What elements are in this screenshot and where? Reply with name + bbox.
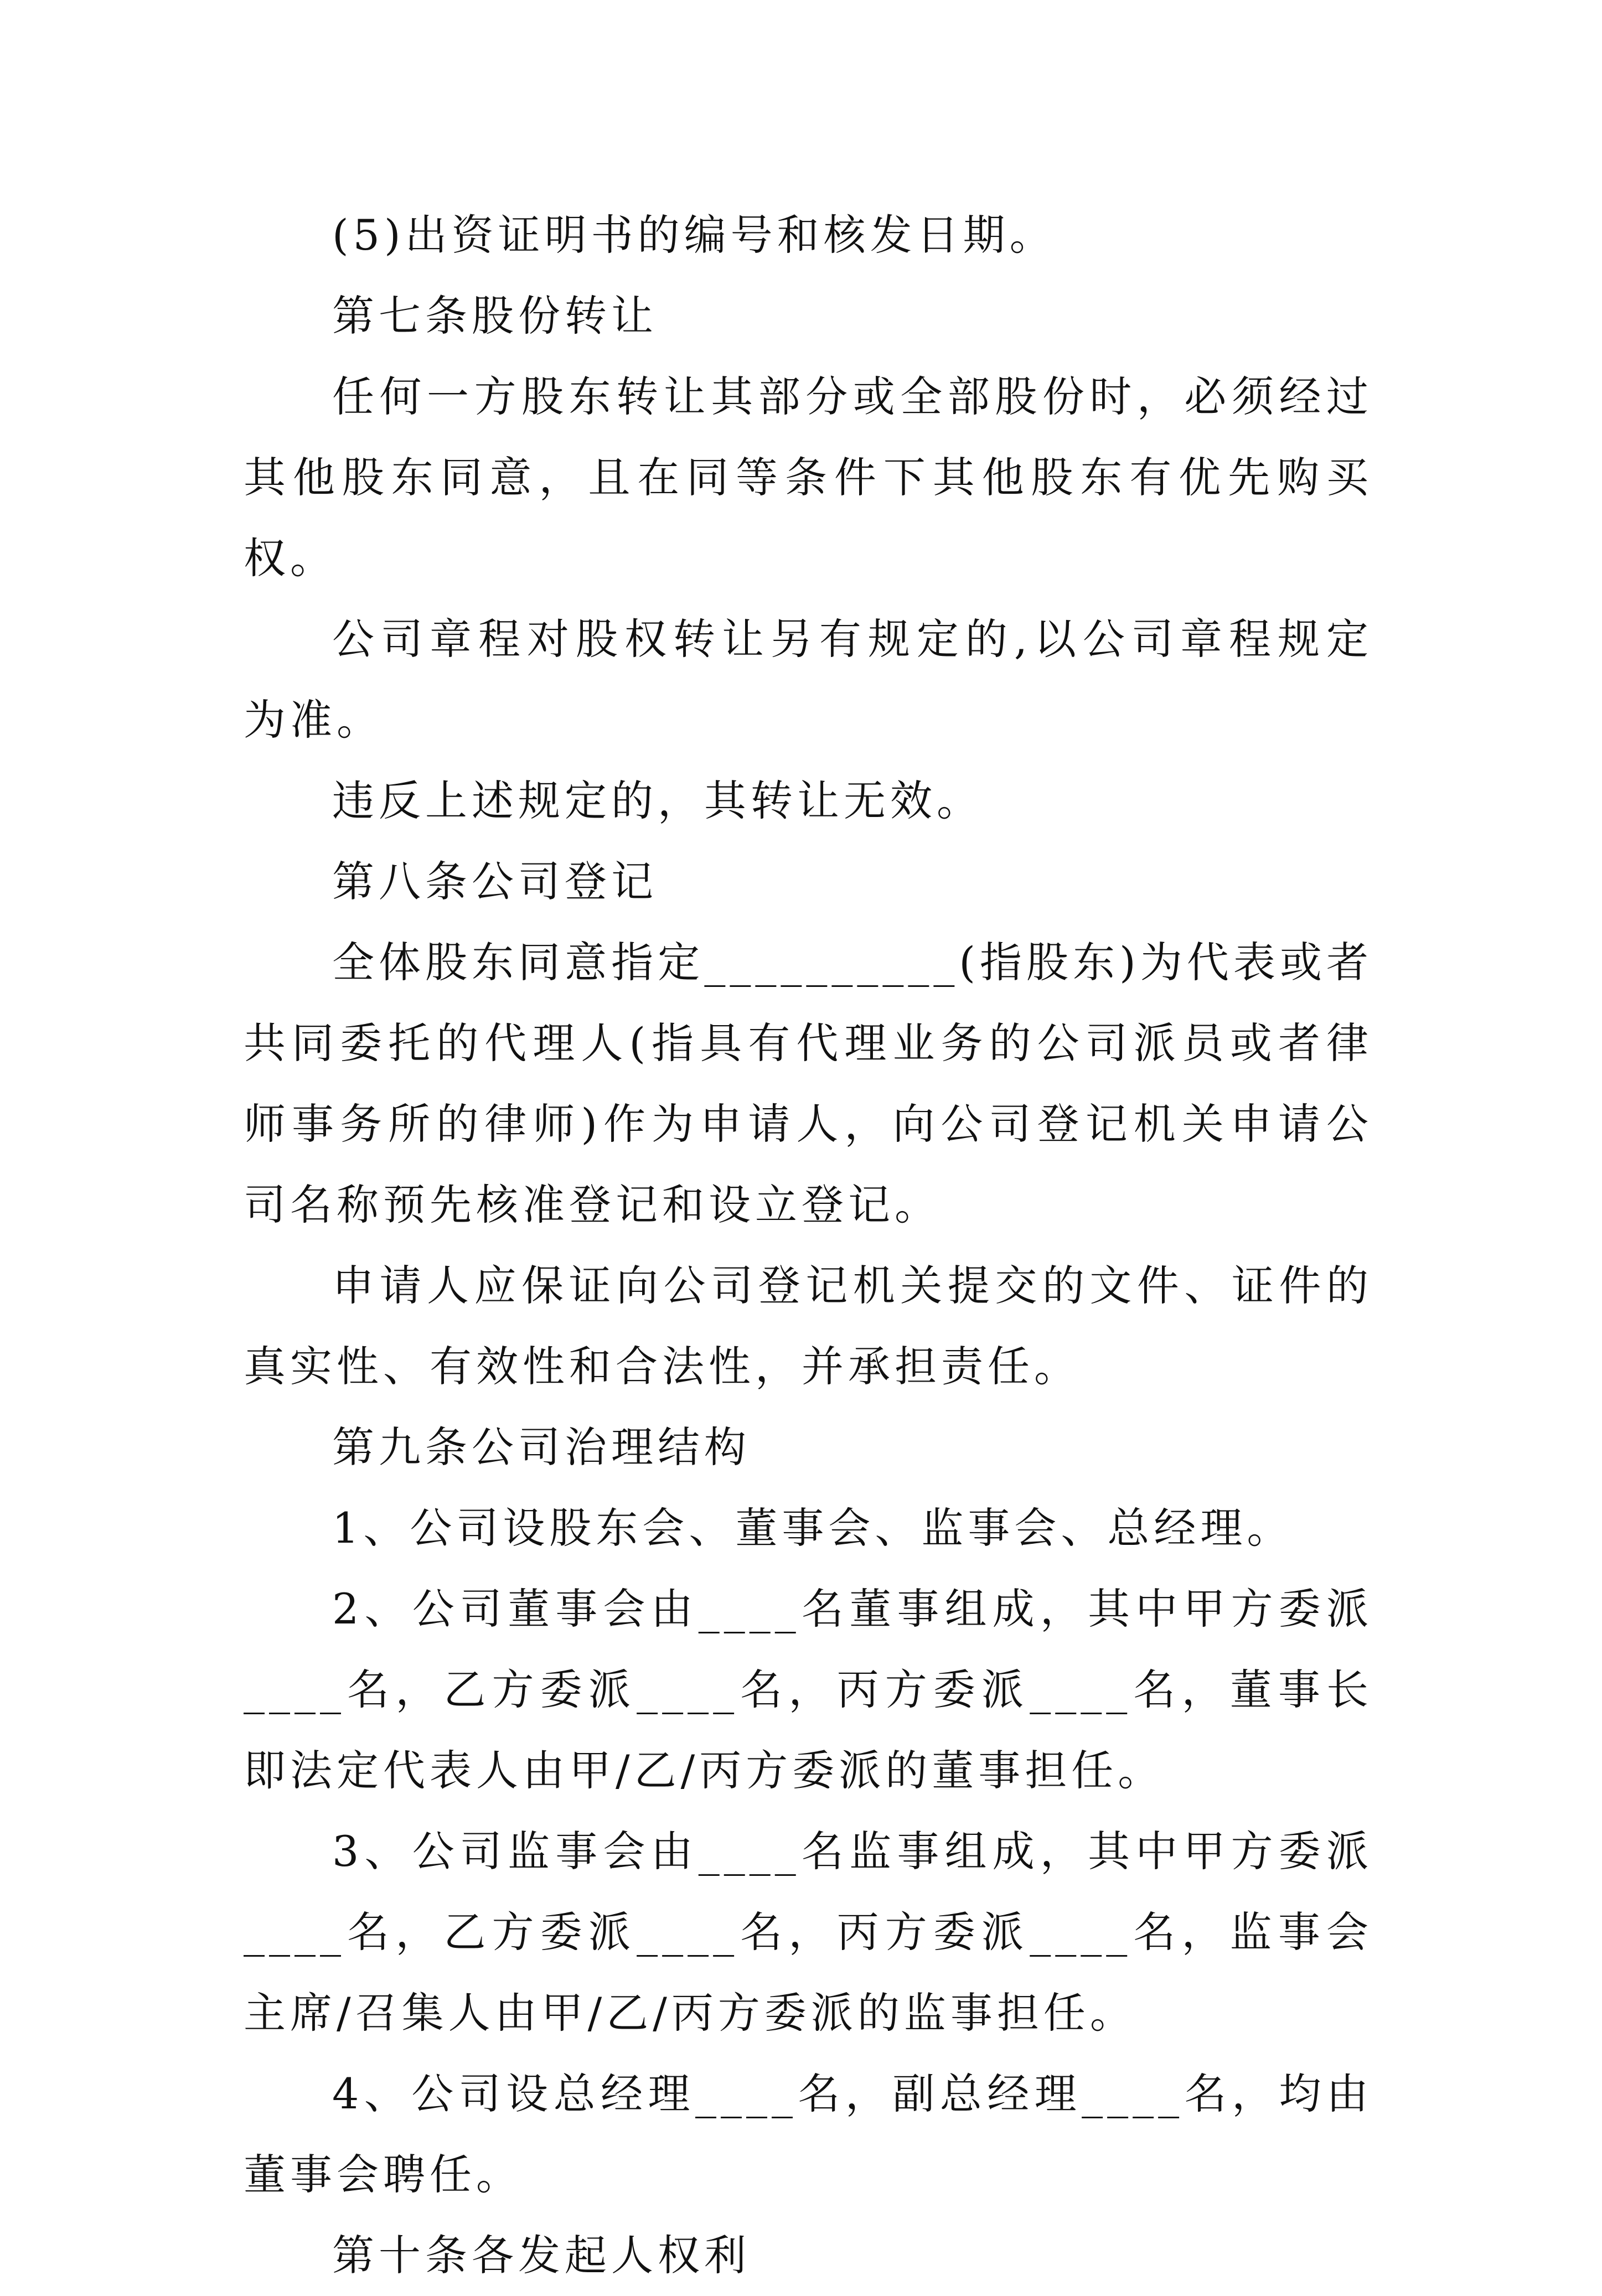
- paragraph-designated-applicant: 全体股东同意指定__________(指股东)为代表或者共同委托的代理人(指具有代理业务的公司派员或者律师事务所的律师)作为申请人，向公司登记机关申请公司名称预先核准登记和设立登记。: [244, 938, 1373, 1229]
- article-9-heading: 第九条公司治理结构: [332, 1423, 751, 1472]
- paragraph-share-transfer-consent: 任何一方股东转让其部分或全部股份时，必须经过其他股东同意，且在同等条件下其他股东有优先购买权。: [244, 372, 1373, 583]
- paragraph-general-manager: 4、公司设总经理____名，副总经理____名，均由董事会聘任。: [244, 2069, 1373, 2199]
- paragraph-governance-bodies: 1、公司设股东会、董事会、监事会、总经理。: [332, 1503, 1294, 1553]
- paragraph-articles-precedence: 公司章程对股权转让另有规定的,以公司章程规定为准。: [244, 614, 1373, 744]
- article-7-heading: 第七条股份转让: [332, 291, 658, 340]
- paragraph-applicant-guarantee: 申请人应保证向公司登记机关提交的文件、证件的真实性、有效性和合法性，并承担责任。: [244, 1261, 1373, 1391]
- article-10-heading: 第十条各发起人权利: [332, 2231, 751, 2280]
- paragraph-board-of-directors: 2、公司董事会由____名董事组成，其中甲方委派____名，乙方委派____名，丙方委派____名，董事长即法定代表人由甲/乙/丙方委派的董事担任。: [244, 1584, 1373, 1795]
- paragraph-capital-certificate: (5)出资证明书的编号和核发日期。: [332, 210, 1056, 260]
- paragraph-board-of-supervisors: 3、公司监事会由____名监事组成，其中甲方委派____名，乙方委派____名，丙方委派____名，监事会主席/召集人由甲/乙/丙方委派的监事担任。: [244, 1827, 1373, 2038]
- document-body: [244, 195, 1373, 2296]
- article-8-heading: 第八条公司登记: [332, 857, 658, 906]
- paragraph-transfer-invalid: 违反上述规定的，其转让无效。: [332, 776, 983, 825]
